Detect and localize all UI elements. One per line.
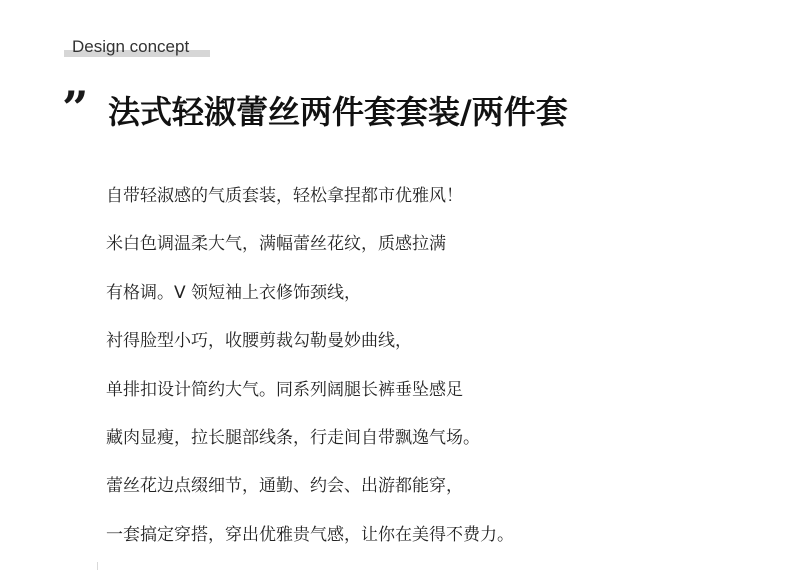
description-line: 蕾丝花边点缀细节，通勤、约会、出游都能穿， (106, 476, 463, 497)
page-title: 法式轻淑蕾丝两件套套装/两件套 (108, 93, 568, 131)
description-line: 自带轻淑感的气质套装，轻松拿捏都市优雅风！ (106, 186, 463, 206)
eyebrow-label: Design concept (72, 37, 190, 56)
description-line: 衬得脸型小巧，收腰剪裁勾勒曼妙曲线， (106, 331, 412, 352)
section-eyebrow (64, 36, 189, 58)
description-line: 有格调。V 领短袖上衣修饰颈线， (106, 282, 362, 303)
description-line: 藏肉显瘦，拉长腿部线条，行走间自带飘逸气场。 (106, 427, 480, 448)
quote-mark-icon: ” (62, 81, 89, 135)
description-line: 米白色调温柔大气，满幅蕾丝花纹，质感拉满 (106, 234, 446, 255)
divider-tick (97, 562, 98, 570)
description-line: 一套搞定穿搭，穿出优雅贵气感，让你在美得不费力。 (106, 524, 514, 545)
description-text (106, 184, 514, 571)
description-line: 单排扣设计简约大气。同系列阔腿长裤垂坠感足 (106, 379, 463, 400)
